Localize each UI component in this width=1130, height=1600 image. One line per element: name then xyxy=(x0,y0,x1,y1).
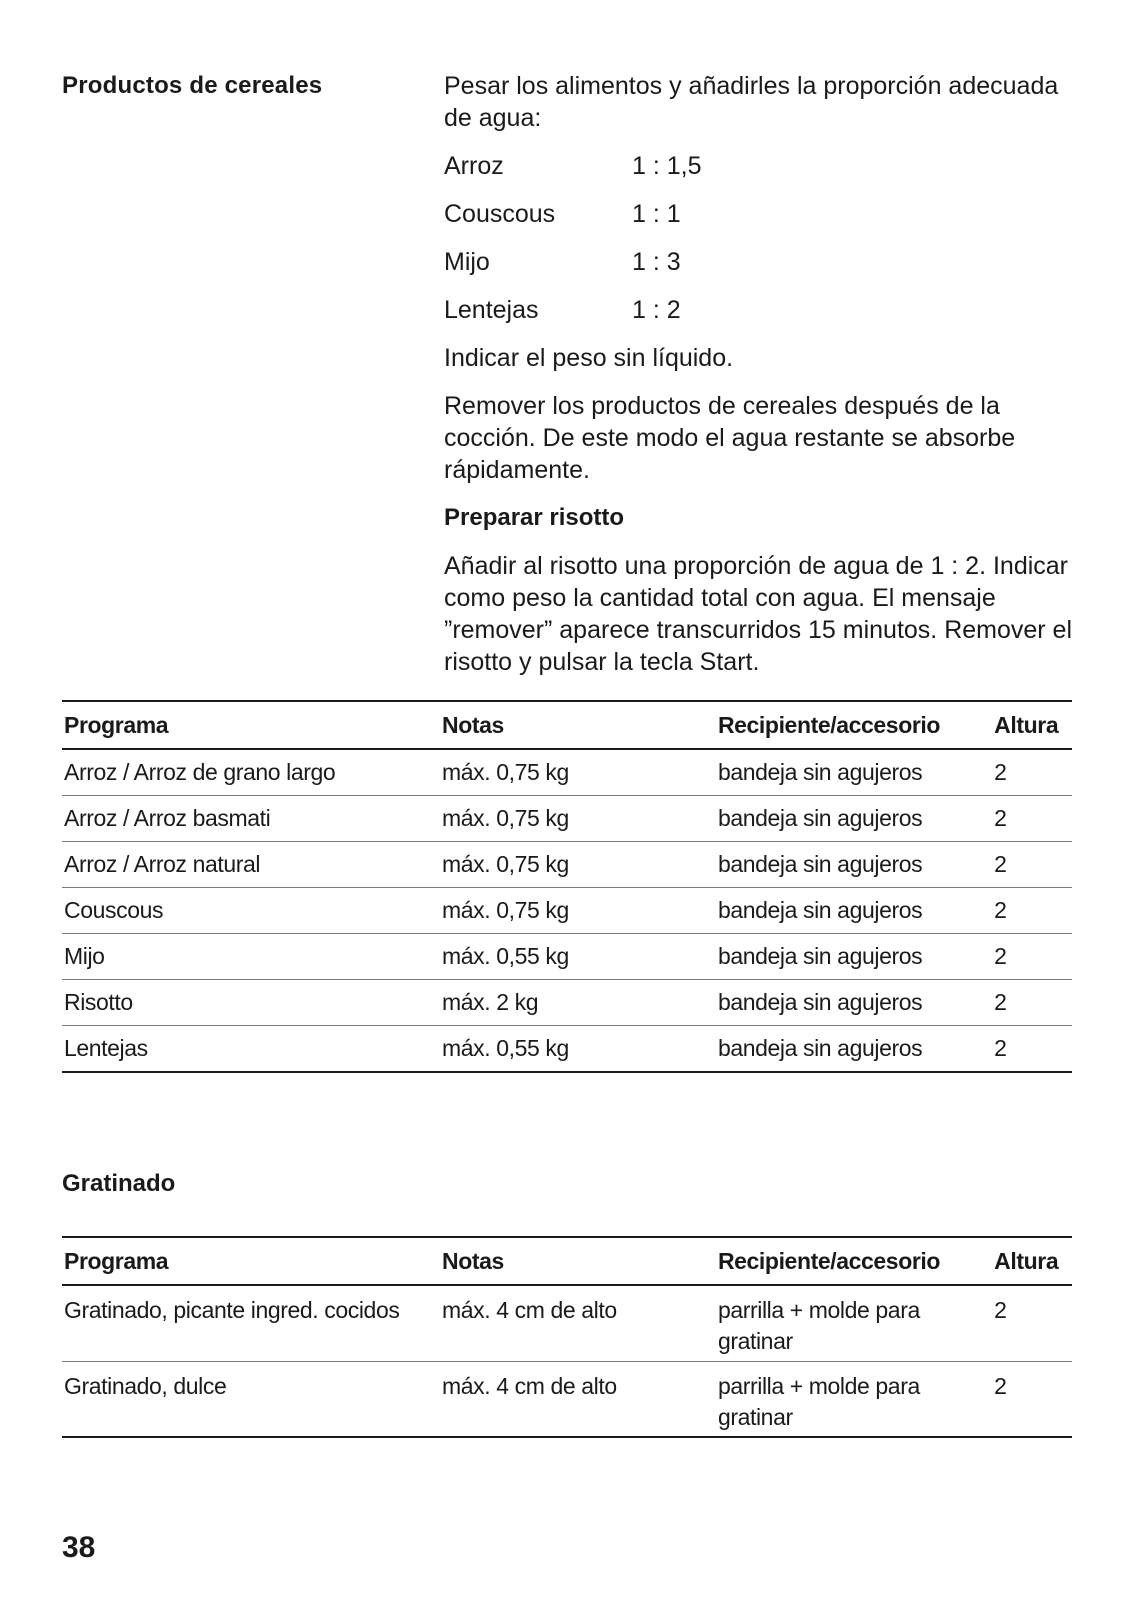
table-header-row xyxy=(62,1237,1072,1285)
cell-programa: Gratinado, picante ingred. cocidos xyxy=(62,1285,440,1361)
header-notas: Notas xyxy=(440,1237,716,1285)
table-row xyxy=(62,749,1072,796)
header-programa: Programa xyxy=(62,1237,440,1285)
ratio-name: Lentejas xyxy=(444,296,539,324)
ratio-list xyxy=(444,150,1084,326)
cell-altura: 2 xyxy=(992,1285,1072,1361)
cell-recipiente: bandeja sin agujeros xyxy=(716,934,992,980)
note-stir: Remover los productos de cereales después de la cocción. De este modo el agua restante se absorbe rápidamente. xyxy=(444,392,1016,484)
cell-altura: 2 xyxy=(992,842,1072,888)
cell-recipiente: bandeja sin agujeros xyxy=(716,888,992,934)
header-notas: Notas xyxy=(440,701,716,749)
table-row xyxy=(62,934,1072,980)
cell-recipiente: parrilla + molde para gratinar xyxy=(716,1285,992,1361)
cell-notas: máx. 0,75 kg xyxy=(440,888,716,934)
ratio-item xyxy=(444,294,1084,326)
cell-notas: máx. 4 cm de alto xyxy=(440,1285,716,1361)
gratinado-table-block xyxy=(62,1236,1072,1438)
cell-altura: 2 xyxy=(992,888,1072,934)
ratio-value: 1 : 1,5 xyxy=(632,152,702,180)
cell-recipiente: bandeja sin agujeros xyxy=(716,842,992,888)
table-row xyxy=(62,796,1072,842)
cell-notas: máx. 0,75 kg xyxy=(440,749,716,796)
cereales-table-block xyxy=(62,700,1072,1073)
ratio-value: 1 : 1 xyxy=(632,200,681,228)
cell-recipiente: bandeja sin agujeros xyxy=(716,749,992,796)
table-row xyxy=(62,1285,1072,1361)
header-altura: Altura xyxy=(992,701,1072,749)
cell-recipiente: bandeja sin agujeros xyxy=(716,1026,992,1073)
gratinado-table xyxy=(62,1236,1072,1438)
cell-altura: 2 xyxy=(992,749,1072,796)
note-weight: Indicar el peso sin líquido. xyxy=(444,344,734,372)
cell-programa: Risotto xyxy=(62,980,440,1026)
ratio-name: Mijo xyxy=(444,248,490,276)
risotto-text: Añadir al risotto una proporción de agua de 1 : 2. Indicar como peso la cantidad total con agua. El mensaje ”remover” aparece transcurridos 15 minutos. Remover el risotto y pulsar la tecla Start. xyxy=(444,552,1073,676)
cell-programa: Gratinado, dulce xyxy=(62,1361,440,1437)
cell-notas: máx. 0,75 kg xyxy=(440,842,716,888)
ratio-name: Couscous xyxy=(444,200,556,228)
cereales-table xyxy=(62,700,1072,1073)
cell-altura: 2 xyxy=(992,1026,1072,1073)
page-number: 38 xyxy=(62,1531,96,1564)
cell-recipiente: bandeja sin agujeros xyxy=(716,980,992,1026)
cell-notas: máx. 0,75 kg xyxy=(440,796,716,842)
table-row xyxy=(62,888,1072,934)
ratio-item xyxy=(444,150,1084,182)
header-programa: Programa xyxy=(62,701,440,749)
cell-altura: 2 xyxy=(992,1361,1072,1437)
cell-notas: máx. 0,55 kg xyxy=(440,1026,716,1073)
table-row xyxy=(62,1361,1072,1437)
table-row xyxy=(62,1026,1072,1073)
ratio-item xyxy=(444,198,1084,230)
cell-altura: 2 xyxy=(992,796,1072,842)
cell-recipiente: parrilla + molde para gratinar xyxy=(716,1361,992,1437)
cell-notas: máx. 4 cm de alto xyxy=(440,1361,716,1437)
ratio-name: Arroz xyxy=(444,152,504,180)
table-row xyxy=(62,842,1072,888)
ratio-value: 1 : 2 xyxy=(632,296,681,324)
cell-programa: Arroz / Arroz basmati xyxy=(62,796,440,842)
cell-programa: Lentejas xyxy=(62,1026,440,1073)
cell-programa: Arroz / Arroz natural xyxy=(62,842,440,888)
cell-recipiente: bandeja sin agujeros xyxy=(716,796,992,842)
cell-altura: 2 xyxy=(992,934,1072,980)
cell-programa: Arroz / Arroz de grano largo xyxy=(62,749,440,796)
cereales-heading: Productos de cereales xyxy=(62,72,323,99)
table-header-row xyxy=(62,701,1072,749)
cereales-intro: Pesar los alimentos y añadirles la proporción adecuada de agua: xyxy=(444,72,1059,132)
ratio-item xyxy=(444,246,1084,278)
header-altura: Altura xyxy=(992,1237,1072,1285)
table-row xyxy=(62,980,1072,1026)
cell-programa: Couscous xyxy=(62,888,440,934)
cell-notas: máx. 2 kg xyxy=(440,980,716,1026)
cell-notas: máx. 0,55 kg xyxy=(440,934,716,980)
header-recipiente: Recipiente/accesorio xyxy=(716,1237,992,1285)
cell-programa: Mijo xyxy=(62,934,440,980)
cell-altura: 2 xyxy=(992,980,1072,1026)
cereales-body xyxy=(444,70,1084,694)
risotto-heading: Preparar risotto xyxy=(444,504,625,531)
ratio-value: 1 : 3 xyxy=(632,248,681,276)
gratinado-heading: Gratinado xyxy=(62,1170,176,1197)
header-recipiente: Recipiente/accesorio xyxy=(716,701,992,749)
